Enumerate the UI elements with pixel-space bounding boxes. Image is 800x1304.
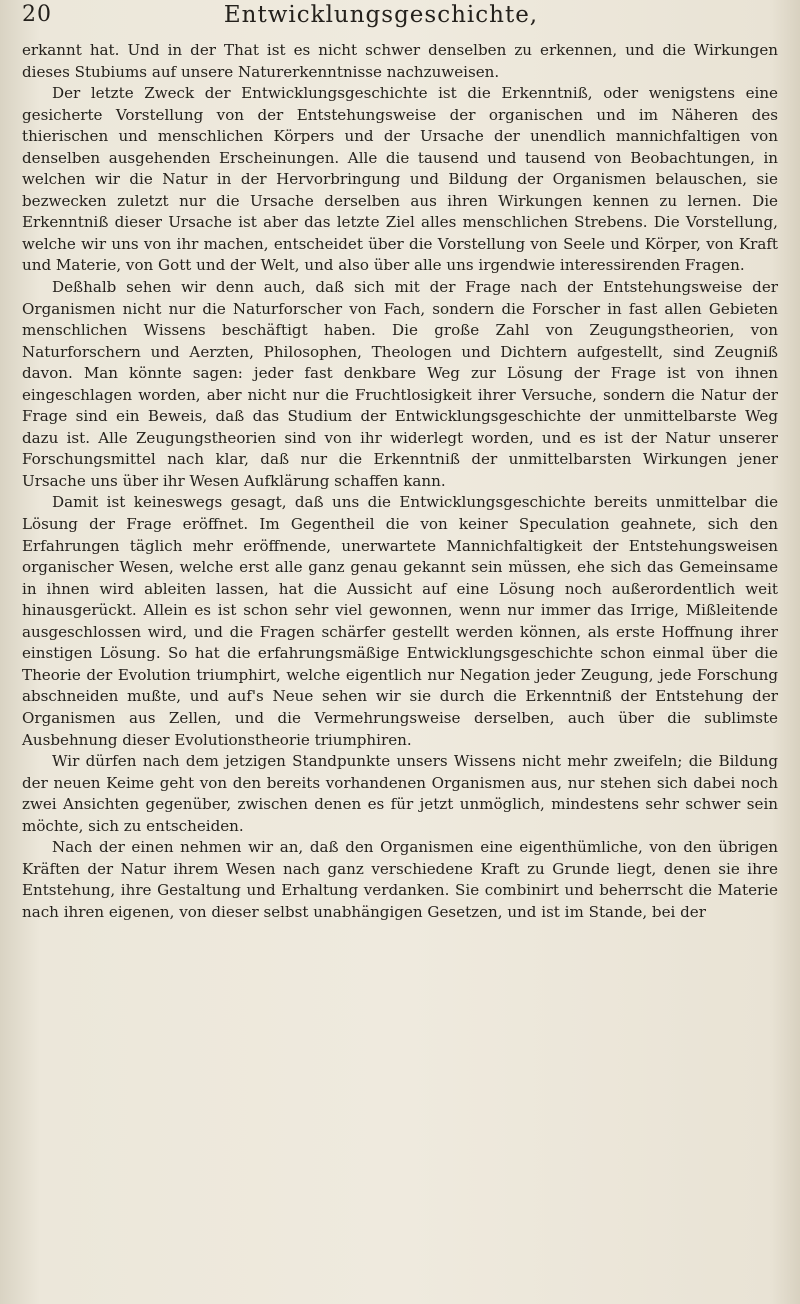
- page-header: [22, 2, 740, 36]
- paragraph: Deßhalb sehen wir denn auch, daß sich mit der Frage nach der Entstehungsweise der Organismen nicht nur die Naturforscher von Fach, sondern die Forscher in fast allen Gebieten menschlichen Wissens beschäftigt haben. Die große Zahl von Zeugungstheorien, von Naturforschern und Aerzten, Philosophen, Theologen und Dichtern aufgestellt, sind Zeugniß davon. Man könnte sagen: jeder fast denkbare Weg zur Lösung der Frage ist von ihnen eingeschlagen worden, aber nicht nur die Fruchtlosigkeit ihrer Versuche, sondern die Natur der Frage sind ein Beweis, daß das Studium der Entwicklungsgeschichte der unmittelbarste Weg dazu ist. Alle Zeugungstheorien sind von ihr widerlegt worden, und es ist der Natur unserer Forschungsmittel nach klar, daß nur die Erkenntniß der unmittelbarsten Wirkungen jener Ursache uns über ihr Wesen Aufklärung schaffen kann.: [22, 278, 778, 490]
- paragraph: Nach der einen nehmen wir an, daß den Organismen eine eigenthümliche, von den übrigen Kräften der Natur ihrem Wesen nach ganz verschiedene Kraft zu Grunde liegt, denen sie ihre Entstehung, ihre Gestaltung und Erhaltung verdanken. Sie combinirt und beherrscht die Materie nach ihren eigenen, von dieser selbst unabhängigen Gesetzen, und ist im Stande, bei der: [22, 838, 778, 921]
- page-number: 20: [22, 2, 52, 27]
- paragraph: Damit ist keineswegs gesagt, daß uns die Entwicklungsgeschichte bereits unmittelbar die Lösung der Frage eröffnet. Im Gegentheil die von keiner Speculation geahnete, sich den Erfahrungen täglich mehr eröffnende, unerwartete Mannichfaltigkeit der Entstehungsweisen organischer Wesen, welche erst alle ganz genau gekannt sein müssen, ehe sich das Gemeinsame in ihnen wird ableiten lassen, hat die Aussicht auf eine Lösung noch außerordentlich weit hinausgerückt. Allein es ist schon sehr viel gewonnen, wenn nur immer das Irrige, Mißleitende ausgeschlossen wird, und die Fragen schärfer gestellt werden können, als erste Hoffnung ihrer einstigen Lösung. So hat die erfahrungsmäßige Entwicklungsgeschichte schon einmal über die Theorie der Evolution triumphirt, welche eigentlich nur Negation jeder Zeugung, jede Forschung abschneiden mußte, und auf's Neue sehen wir sie durch die Erkenntniß der Entstehung der Organismen aus Zellen, und die Vermehrungsweise derselben, auch über die sublimste Ausbehnung dieser Evolutionstheorie triumphiren.: [22, 493, 778, 749]
- running-title: Entwicklungsgeschichte,: [223, 2, 539, 28]
- paragraph: erkannt hat. Und in der That ist es nicht schwer denselben zu erkennen, und die Wirkungen dieses Stubiums auf unsere Naturerkenntnisse nachzuweisen.: [22, 41, 778, 81]
- paragraph: Der letzte Zweck der Entwicklungsgeschichte ist die Erkenntniß, oder wenigstens eine gesicherte Vorstellung von der Entstehungsweise der organischen und im Näheren des thierischen und menschlichen Körpers und der Ursache der unendlich mannichfaltigen von denselben ausgehenden Erscheinungen. Alle die tausend und tausend von Beobachtungen, in welchen wir die Natur in der Hervorbringung und Bildung der Organismen belauschen, sie bezwecken zuletzt nur die Ursache derselben aus ihren Wirkungen kennen zu lernen. Die Erkenntniß dieser Ursache ist aber das letzte Ziel alles menschlichen Strebens. Die Vorstellung, welche wir uns von ihr machen, entscheidet über die Vorstellung von Seele und Körper, von Kraft und Materie, von Gott und der Welt, und also über alle uns irgendwie interessirenden Fragen.: [22, 84, 778, 275]
- paragraph: Wir dürfen nach dem jetzigen Standpunkte unsers Wissens nicht mehr zweifeln; die Bildung der neuen Keime geht von den bereits vorhandenen Organismen aus, nur stehen sich dabei noch zwei Ansichten gegenüber, zwischen denen es für jetzt unmöglich, mindestens sehr schwer sein möchte, sich zu entscheiden.: [22, 752, 778, 835]
- body-text: [22, 40, 778, 923]
